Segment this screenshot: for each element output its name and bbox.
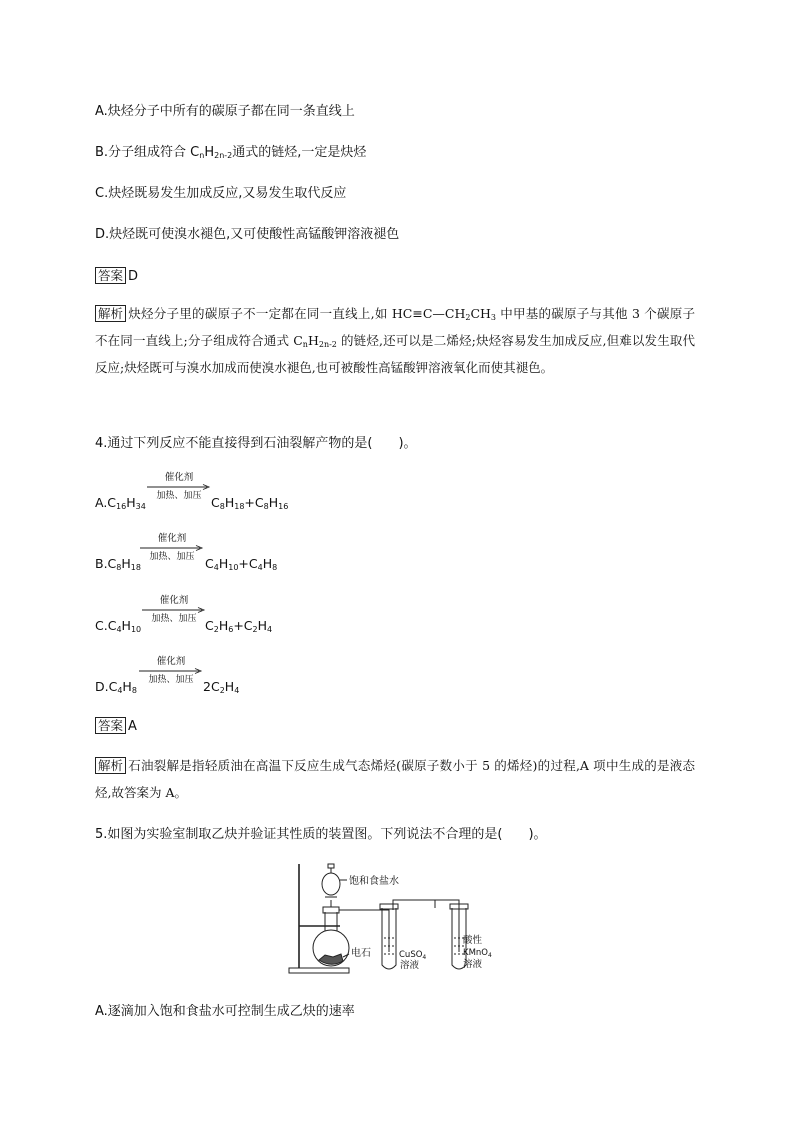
q4-option-d [95,651,395,701]
reactant: $B.C_8H_{18}$ [95,556,141,572]
calcium-carbide [319,954,343,964]
products: $C_2H_6+C_2H_4$ [205,618,273,634]
q4-explanation-text: 石油裂解是指轻质油在高温下反应生成气态烯烃(碳原子数小于 5 的烯烃)的过程,A 项中生成的是液态烃,故答案为 A。 [95,758,695,800]
q4-option-b [95,528,395,578]
tube1-label-2: 溶液 [400,960,420,971]
tube2-subscript: 4 [488,952,492,959]
arrow-icon [140,544,204,552]
arrow-icon [139,667,203,675]
q4-option-a [95,467,395,517]
q3-option-a: A.炔烃分子中所有的碳原子都在同一条直线上 [95,104,355,119]
conditions-label: 加热、加压 [151,614,197,624]
q5-option-a: A.逐滴加入饱和食盐水可控制生成乙炔的速率 [95,1004,355,1019]
catalyst-label: 催化剂 [157,533,187,544]
funnel-label: 饱和食盐水 [349,876,399,887]
q3-answer [95,267,138,285]
q3-explanation-text: 炔烃分子里的碳原子不一定都在同一直线上,如 $HC\equiv C—CH_2CH_3$ 中甲基的碳原子与其他 3 个碳原子不在同一直线上;分子组成符合通式 $C_nH_{2n-2}$ 的链烃,还可以是二烯烃;炔烃容易发生加成反应,但难以发生取代反应;炔烃既可与溴水加成而使溴水褪色,也可被酸性高锰酸钾溶液氧化而使其褪色。 [95,306,696,375]
arrow-icon [142,606,206,614]
conditions-label: 加热、加压 [148,675,194,685]
acetylene-apparatus-diagram [285,860,515,980]
separatory-funnel [322,873,340,895]
catalyst-label: 催化剂 [159,595,189,606]
tube2-label-1: 酸性 [463,935,483,946]
explanation-tag: 解析 [95,757,126,774]
q4-explanation [95,752,695,806]
explanation-tag: 解析 [95,305,126,322]
reaction-arrow [140,533,204,573]
delivery-tube-2 [435,900,459,952]
reactant: $D.C_4H_8$ [95,679,137,695]
q4-answer [95,717,137,735]
reactant: $C.C_4H_{10}$ [95,618,142,634]
reactant: $A.C_{16}H_{34}$ [95,495,146,511]
conditions-label: 加热、加压 [149,552,195,562]
reaction-arrow [139,656,203,696]
catalyst-label: 催化剂 [164,472,194,483]
products: $2C_2H_4$ [203,679,240,695]
answer-tag: 答案 [95,717,126,734]
q3-explanation [95,300,695,381]
q4-stem: 4.通过下列反应不能直接得到石油裂解产物的是( )。 [95,436,417,451]
q4-option-c [95,590,395,640]
answer-tag: 答案 [95,267,126,284]
products: $C_4H_{10}+C_4H_8$ [205,556,278,572]
tube2-label-3: 溶液 [463,959,483,970]
flask-label: 电石 [351,948,371,959]
stand-base [289,968,349,973]
answer-value: D [128,269,139,284]
products: $C_8H_{18}+C_8H_{16}$ [211,495,289,511]
reaction-arrow [142,595,206,635]
tube2-label-2: KMnO$_4$ [463,948,492,959]
tube1-subscript: 4 [422,954,427,961]
q3-option-d: D.炔烃既可使溴水褪色,又可使酸性高锰酸钾溶液褪色 [95,227,400,242]
conditions-label: 加热、加压 [156,491,202,501]
catalyst-label: 催化剂 [156,656,186,667]
arrow-icon [147,483,211,491]
tube1-label-1: CuSO$_4$ [399,950,427,961]
q3-option-b: B.分子组成符合 $C_nH_{2n-2}$通式的链烃,一定是炔烃 [95,145,367,160]
q5-stem: 5.如图为实验室制取乙炔并验证其性质的装置图。下列说法不合理的是( )。 [95,827,547,842]
q3-option-c: C.炔烃既易发生加成反应,又易发生取代反应 [95,186,347,201]
answer-value: A [128,719,137,734]
reaction-arrow [147,472,211,512]
